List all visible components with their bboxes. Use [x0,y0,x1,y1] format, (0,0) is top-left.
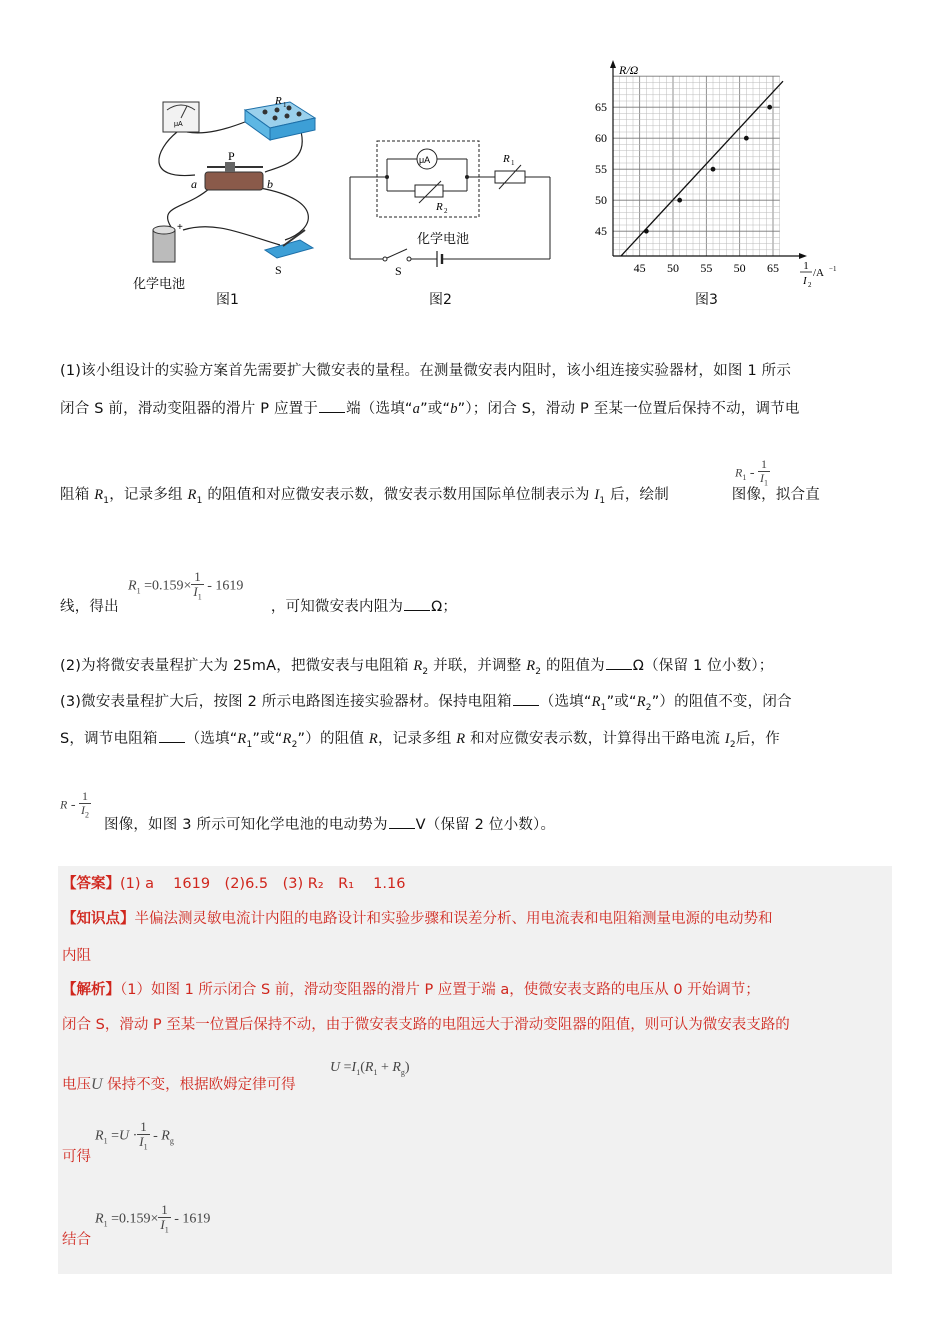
svg-text:+: + [177,222,183,233]
microammeter-symbol [417,149,437,169]
answer-blank[interactable] [319,398,345,413]
analysis-line1: 【解析】（1）如图 1 所示闭合 S 前，滑动变阻器的滑片 P 应置于端 a，使微安表支路的电压从 0 开始调节； [62,982,760,998]
svg-text:S: S [395,264,402,278]
math-solve-r1: $R_1 =U$ · $\frac{1}{I_1}$ - $R_g$ [95,1119,174,1152]
question-p1-line3: 阻箱 $R_1$，记录多组 $R_1$ 的阻值和对应微安表示数，微安表示数用国际单位制表示为 $I_1$ 后，绘制 图像，拟合直 [60,487,820,506]
svg-text:μA: μA [419,155,431,165]
answer-blank[interactable] [159,728,185,743]
question-p3-line2: S，调节电阻箱 （选填“$R_1$”或“$R_2$”）的阻值 R，记录多组 R 和对应微安表示数，计算得出干路电流 $I_2$后，作 [60,727,780,750]
resistor-r1 [495,153,525,189]
math-r-vs-1-over-i2: R - $\frac{1}{I_2}$ [60,789,90,820]
battery-symbol [417,231,469,267]
svg-text:1: 1 [283,101,287,109]
answer-line: 【答案】(1) a 1619 (2)6.5 (3) R₂ R₁ 1.16 [62,876,406,892]
switch-s-symbol [383,249,411,278]
question-p1-line1: (1)该小组设计的实验方案首先需要扩大微安表的量程。在测量微安表内阻时，该小组连接实验器材，如图 1 所示 [60,363,792,379]
figure-1 [125,90,325,292]
question-p1-line2: 闭合 S 前，滑动变阻器的滑片 P 应置于 端（选填“a”或“b”）；闭合 S，滑动 P 至某一位置后保持不动，调节电 [60,397,800,418]
question-p3-line3: 图像，如图 3 所示可知化学电池的电动势为 V（保留 2 位小数）。 [104,813,555,834]
answer-blank[interactable] [404,596,430,611]
answer-blank[interactable] [389,814,415,829]
knowledge-line2: 内阻 [62,948,91,964]
math-combine: $R_1 =0.159\times$ $\frac{1}{I_1}$ - 1619 [95,1202,211,1235]
x-axis-arrow [799,253,807,259]
x-tick-label: 50 [667,261,679,275]
y-tick-label: 55 [595,162,607,177]
data-point [744,136,749,141]
resistor-r2 [415,181,448,215]
knowledge-line1: 【知识点】半偏法测灵敏电流计内阻的电路设计和实验步骤和误差分析、用电流表和电阻箱测量电源的电动势和 [62,911,773,927]
battery [133,222,185,292]
rheostat [191,149,273,191]
svg-text:P: P [228,149,235,163]
data-point [767,105,772,110]
data-point [677,198,682,203]
math-fit-equation: $R_1 =0.159\times$ $\frac{1}{I_1}$ - 1619 [128,569,244,602]
y-tick-label: 45 [595,224,607,239]
figure-2 [345,135,560,285]
answer-blank[interactable] [606,655,632,670]
analysis-line4: 可得 [62,1149,91,1165]
svg-text:化学电池: 化学电池 [133,277,186,292]
question-p3-line1: (3)微安表量程扩大后，按图 2 所示电路图连接实验器材。保持电阻箱 （选填“$R_1$”或“$R_2$”）的阻值不变，闭合 [60,690,792,713]
x-tick-label: 45 [633,261,646,275]
svg-text:1: 1 [511,159,515,167]
figure-1-caption: 图1 [216,292,239,308]
figure-3-caption: 图3 [695,292,718,308]
answer-blank[interactable] [513,691,539,706]
math-r1-vs-1-over-i1: $R_1$ - $\frac{1}{I_1}$ [735,457,769,488]
y-axis-arrow [610,60,616,68]
svg-text:a: a [191,177,197,191]
svg-text:R: R [436,201,443,213]
y-axis-label: R/Ω [619,63,639,77]
svg-text:R: R [275,95,282,107]
x-axis-label-unit-sup: −1 [829,265,837,273]
svg-text:μA: μA [174,121,183,128]
analysis-line5: 结合 [62,1232,91,1248]
x-tick-label: 50 [733,261,746,275]
svg-text:化学电池: 化学电池 [417,232,470,247]
switch-s [265,230,313,277]
data-point [711,167,716,172]
question-p1-line4: 线，得出 ，可知微安表内阻为 Ω； [60,595,457,616]
figure-3-chart [580,58,837,298]
y-tick-label: 60 [595,131,607,146]
x-tick-label: 55 [700,261,713,275]
x-tick-label: 65 [767,261,779,275]
svg-text:b: b [267,177,273,191]
x-axis-label-unit: /A [813,267,824,279]
math-ohm-law: $U =I_1(R_1 + R_g)$ [330,1060,410,1077]
x-axis-label-den-sub: 2 [808,281,812,289]
resistance-box-r1 [245,95,315,140]
y-tick-label: 50 [595,193,607,208]
figure-2-caption: 图2 [429,292,452,308]
svg-text:2: 2 [444,207,448,215]
y-tick-label: 65 [595,100,607,115]
x-axis-label-num: 1 [803,260,809,272]
x-axis-label-den: I [803,275,807,287]
data-point [644,229,649,234]
microammeter [163,102,199,132]
analysis-line3: 电压U 保持不变，根据欧姆定律可得 [62,1076,296,1093]
question-p2: (2)为将微安表量程扩大为 25mA，把微安表与电阻箱 $R_2$ 并联，并调整 $R_2$ 的阻值为 Ω（保留 1 位小数）； [60,654,773,677]
analysis-line2: 闭合 S，滑动 P 至某一位置后保持不动，由于微安表支路的电阻远大于滑动变阻器的阻值，则可认为微安表支路的 [62,1017,790,1033]
svg-text:S: S [275,263,282,277]
svg-text:R: R [503,153,510,165]
